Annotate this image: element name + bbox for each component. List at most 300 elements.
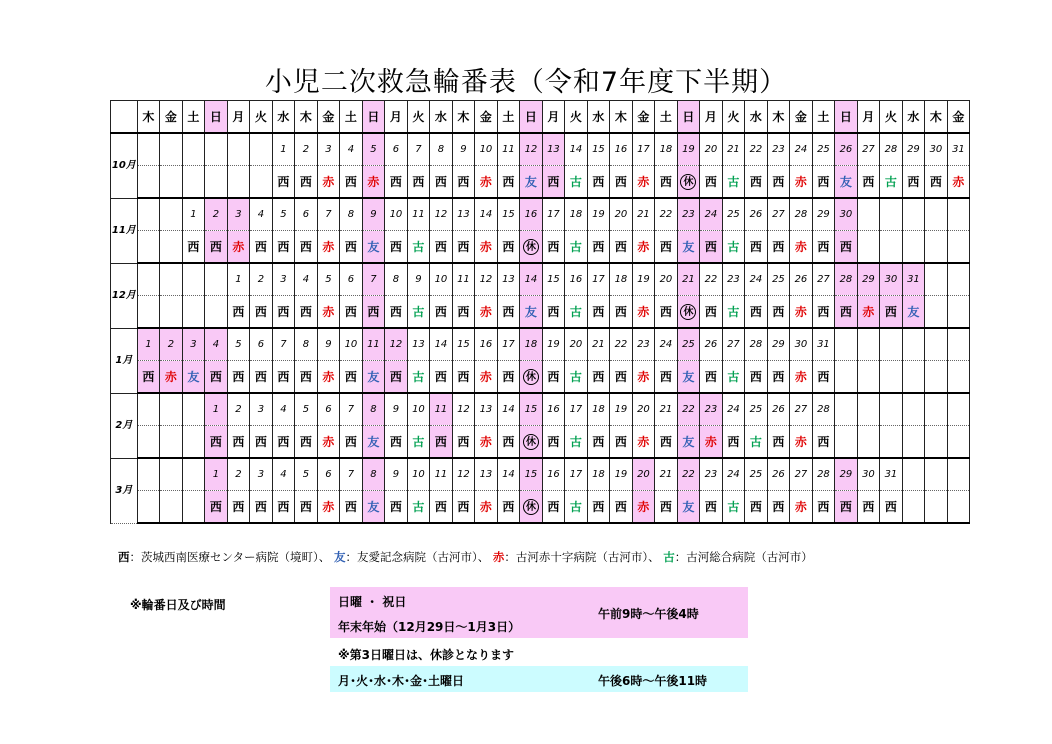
date-cell: 27 (790, 393, 813, 426)
hospital-cell: 西 (250, 296, 273, 329)
date-cell: 9 (362, 198, 385, 231)
hospital-cell: 西 (227, 296, 250, 329)
date-cell: 12 (475, 263, 498, 296)
hospital-cell: 友 (677, 426, 700, 459)
hospital-cell: 古 (565, 491, 588, 524)
date-cell: 4 (205, 328, 228, 361)
month-hospital-row (111, 491, 970, 524)
hospital-cell: 赤 (475, 296, 498, 329)
date-cell: 6 (317, 393, 340, 426)
hospital-cell: 西 (250, 361, 273, 394)
date-cell: 31 (947, 133, 970, 166)
hospital-cell: 西 (385, 426, 408, 459)
date-cell: 5 (295, 458, 318, 491)
date-cell: 28 (880, 133, 903, 166)
hospital-cell: 西 (902, 166, 925, 199)
hospital-cell: 赤 (317, 426, 340, 459)
hospital-cell: 西 (745, 231, 768, 264)
hospital-cell: 西 (745, 491, 768, 524)
hospital-cell: 赤 (857, 296, 880, 329)
date-cell: 18 (610, 263, 633, 296)
date-cell: 2 (160, 328, 183, 361)
hospital-cell: 友 (362, 491, 385, 524)
hospital-cell: 友 (362, 426, 385, 459)
date-cell: 26 (767, 393, 790, 426)
empty-cell (182, 458, 205, 491)
date-cell: 12 (452, 458, 475, 491)
month-date-row (111, 198, 970, 231)
date-cell: 4 (250, 198, 273, 231)
date-cell: 25 (722, 198, 745, 231)
hospital-cell: 西 (182, 231, 205, 264)
hospital-cell: 友 (677, 231, 700, 264)
hospital-cell: 西 (430, 166, 453, 199)
empty-cell (947, 296, 970, 329)
hospital-cell: 西 (925, 166, 948, 199)
empty-cell (160, 133, 183, 166)
date-cell: 21 (632, 198, 655, 231)
hospital-cell: 赤 (700, 426, 723, 459)
empty-cell (182, 296, 205, 329)
empty-cell (947, 458, 970, 491)
date-cell: 29 (767, 328, 790, 361)
hospital-cell: 西 (542, 296, 565, 329)
weekday-header-cell: 月 (227, 101, 250, 134)
date-cell: 11 (452, 263, 475, 296)
hospital-cell: 赤 (475, 231, 498, 264)
date-cell: 3 (317, 133, 340, 166)
empty-cell (182, 263, 205, 296)
empty-cell (835, 328, 858, 361)
weekday-header-cell: 土 (182, 101, 205, 134)
hospital-cell: 古 (407, 491, 430, 524)
empty-cell (902, 328, 925, 361)
hospital-cell (520, 231, 543, 264)
hospital-cell: 西 (542, 491, 565, 524)
date-cell: 9 (385, 458, 408, 491)
weekday-header-cell: 金 (947, 101, 970, 134)
date-cell: 26 (700, 328, 723, 361)
date-cell: 17 (565, 393, 588, 426)
empty-cell (902, 393, 925, 426)
hospital-cell: 西 (452, 426, 475, 459)
date-cell: 9 (317, 328, 340, 361)
date-cell: 24 (700, 198, 723, 231)
weekday-header-cell: 木 (295, 101, 318, 134)
date-cell: 23 (677, 198, 700, 231)
hospital-cell: 西 (587, 296, 610, 329)
hospital-cell: 西 (430, 426, 453, 459)
hospital-cell: 西 (205, 491, 228, 524)
legend-hospital-name: 友愛記念病院（古河市）、 (356, 550, 490, 564)
legend-abbr: 西 (118, 550, 130, 564)
date-cell: 26 (835, 133, 858, 166)
date-cell: 3 (250, 393, 273, 426)
empty-cell (835, 361, 858, 394)
date-cell: 21 (587, 328, 610, 361)
hospital-cell: 古 (407, 231, 430, 264)
hospital-cell: 西 (610, 231, 633, 264)
date-cell: 16 (475, 328, 498, 361)
empty-cell (947, 426, 970, 459)
empty-cell (250, 166, 273, 199)
hospital-cell: 赤 (632, 361, 655, 394)
hospital-cell: 西 (497, 231, 520, 264)
hospital-cell: 西 (655, 361, 678, 394)
hospital-cell: 西 (587, 231, 610, 264)
date-cell: 14 (497, 393, 520, 426)
hospital-cell: 赤 (317, 361, 340, 394)
hospital-cell: 西 (812, 426, 835, 459)
date-cell: 17 (542, 198, 565, 231)
hospital-cell: 友 (362, 231, 385, 264)
date-cell: 5 (227, 328, 250, 361)
empty-cell (835, 393, 858, 426)
hospital-cell: 古 (745, 426, 768, 459)
hospital-cell: 西 (767, 296, 790, 329)
legend-abbr: 赤 (492, 550, 505, 564)
empty-cell (925, 296, 948, 329)
month-date-row (111, 133, 970, 166)
empty-cell (902, 361, 925, 394)
date-cell: 10 (385, 198, 408, 231)
date-cell: 1 (272, 133, 295, 166)
hospital-cell: 西 (250, 231, 273, 264)
date-cell: 5 (272, 198, 295, 231)
date-cell: 21 (722, 133, 745, 166)
hospital-cell: 西 (880, 491, 903, 524)
date-cell: 14 (497, 458, 520, 491)
hospital-cell: 西 (295, 231, 318, 264)
date-cell: 13 (407, 328, 430, 361)
date-cell: 19 (610, 458, 633, 491)
date-cell: 16 (610, 133, 633, 166)
hospital-cell: 赤 (362, 166, 385, 199)
date-cell: 22 (610, 328, 633, 361)
weekday-hours-value: 午後6時～午後11時 (598, 674, 708, 688)
date-cell: 24 (722, 458, 745, 491)
hospital-cell: 赤 (632, 296, 655, 329)
legend-separator: ： (129, 550, 141, 564)
hospital-cell: 友 (677, 491, 700, 524)
legend-separator: ： (345, 550, 357, 564)
hospital-cell: 赤 (227, 231, 250, 264)
hospital-cell: 西 (655, 296, 678, 329)
empty-cell (182, 166, 205, 199)
weekday-header-cell: 土 (812, 101, 835, 134)
date-cell: 15 (542, 263, 565, 296)
empty-cell (880, 361, 903, 394)
date-cell: 31 (902, 263, 925, 296)
hospital-cell: 古 (407, 361, 430, 394)
hospital-cell: 西 (452, 231, 475, 264)
weekday-header-cell: 木 (925, 101, 948, 134)
empty-cell (902, 198, 925, 231)
hospital-cell: 西 (835, 491, 858, 524)
empty-cell (925, 458, 948, 491)
date-cell: 2 (227, 393, 250, 426)
hospital-cell (520, 491, 543, 524)
hospital-cell: 赤 (475, 361, 498, 394)
month-label: 3月 (111, 458, 138, 523)
date-cell: 4 (272, 458, 295, 491)
empty-cell (205, 166, 228, 199)
hospital-cell: 西 (272, 166, 295, 199)
empty-cell (160, 198, 183, 231)
date-cell: 29 (902, 133, 925, 166)
empty-cell (925, 328, 948, 361)
date-cell: 28 (745, 328, 768, 361)
date-cell: 1 (227, 263, 250, 296)
date-cell: 8 (340, 198, 363, 231)
hospital-cell: 赤 (475, 491, 498, 524)
weekday-header-cell: 土 (340, 101, 363, 134)
hospital-cell: 西 (430, 231, 453, 264)
date-cell: 2 (227, 458, 250, 491)
date-cell: 26 (745, 198, 768, 231)
weekday-header-cell: 金 (317, 101, 340, 134)
weekday-header-cell: 日 (520, 101, 543, 134)
hospital-cell: 西 (272, 361, 295, 394)
hospital-cell: 赤 (160, 361, 183, 394)
hospital-cell: 赤 (790, 296, 813, 329)
date-cell: 10 (475, 133, 498, 166)
hospital-cell: 西 (655, 166, 678, 199)
empty-cell (857, 328, 880, 361)
hospital-cell (520, 361, 543, 394)
empty-cell (947, 361, 970, 394)
hospital-cell: 古 (722, 361, 745, 394)
hospital-cell: 西 (610, 296, 633, 329)
date-cell: 6 (295, 198, 318, 231)
empty-cell (947, 198, 970, 231)
empty-cell (925, 263, 948, 296)
empty-cell (947, 328, 970, 361)
month-label: 11月 (111, 198, 138, 263)
date-cell: 20 (700, 133, 723, 166)
empty-cell (137, 491, 160, 524)
month-label: 2月 (111, 393, 138, 458)
date-cell: 6 (340, 263, 363, 296)
hospital-cell: 西 (430, 361, 453, 394)
date-cell: 5 (362, 133, 385, 166)
closed-mark: 休 (680, 174, 696, 190)
weekday-header-cell: 日 (677, 101, 700, 134)
hospital-cell: 友 (182, 361, 205, 394)
date-cell: 29 (812, 198, 835, 231)
date-cell: 25 (767, 263, 790, 296)
legend-abbr: 友 (333, 550, 346, 564)
hospital-cell: 赤 (790, 426, 813, 459)
hospital-cell: 古 (407, 426, 430, 459)
hospital-cell: 赤 (317, 231, 340, 264)
empty-cell (160, 263, 183, 296)
hospital-cell: 西 (700, 231, 723, 264)
third-sunday-note-box (330, 640, 748, 666)
weekday-header-cell: 月 (542, 101, 565, 134)
date-cell: 27 (790, 458, 813, 491)
empty-cell (880, 426, 903, 459)
empty-cell (902, 491, 925, 524)
hospital-cell: 西 (700, 491, 723, 524)
hospital-cell: 友 (835, 166, 858, 199)
hospital-cell: 西 (587, 426, 610, 459)
date-cell: 18 (565, 198, 588, 231)
hospital-legend (118, 549, 813, 565)
empty-cell (857, 198, 880, 231)
date-cell: 3 (227, 198, 250, 231)
empty-cell (137, 263, 160, 296)
hospital-cell: 西 (655, 231, 678, 264)
date-cell: 28 (812, 393, 835, 426)
holiday-hours-box (330, 587, 748, 638)
date-cell: 12 (520, 133, 543, 166)
hospital-cell: 西 (205, 231, 228, 264)
date-cell: 2 (205, 198, 228, 231)
hospital-cell: 西 (722, 426, 745, 459)
month-date-row (111, 458, 970, 491)
month-hospital-row (111, 361, 970, 394)
hospital-cell: 西 (700, 296, 723, 329)
weekday-header-cell: 月 (700, 101, 723, 134)
date-cell: 21 (655, 458, 678, 491)
hospital-cell: 西 (587, 361, 610, 394)
empty-cell (250, 133, 273, 166)
hospital-cell: 西 (767, 166, 790, 199)
date-cell: 17 (587, 263, 610, 296)
hospital-cell (677, 166, 700, 199)
hospital-cell: 西 (767, 426, 790, 459)
hospital-cell: 西 (610, 426, 633, 459)
empty-cell (205, 296, 228, 329)
date-cell: 24 (655, 328, 678, 361)
empty-cell (137, 426, 160, 459)
hospital-cell: 西 (835, 296, 858, 329)
date-cell: 20 (632, 458, 655, 491)
weekday-header-cell: 土 (497, 101, 520, 134)
empty-cell (205, 133, 228, 166)
hospital-cell: 西 (542, 166, 565, 199)
hospital-cell: 西 (542, 426, 565, 459)
hospital-cell: 西 (767, 491, 790, 524)
date-cell: 7 (362, 263, 385, 296)
hospital-cell: 西 (497, 166, 520, 199)
empty-cell (160, 231, 183, 264)
date-cell: 10 (407, 393, 430, 426)
date-cell: 8 (362, 458, 385, 491)
date-cell: 19 (542, 328, 565, 361)
empty-cell (205, 263, 228, 296)
date-cell: 30 (925, 133, 948, 166)
hospital-cell: 赤 (790, 231, 813, 264)
date-cell: 1 (205, 458, 228, 491)
hospital-cell: 西 (430, 296, 453, 329)
date-cell: 28 (790, 198, 813, 231)
hospital-cell: 友 (520, 296, 543, 329)
weekday-header-cell: 木 (610, 101, 633, 134)
empty-cell (925, 426, 948, 459)
weekday-header-cell: 月 (857, 101, 880, 134)
weekday-header-cell: 日 (835, 101, 858, 134)
empty-cell (137, 458, 160, 491)
hospital-cell: 西 (767, 361, 790, 394)
holiday-hours-value: 午前9時～午後4時 (598, 607, 699, 621)
legend-separator: ： (674, 550, 687, 564)
empty-cell (160, 393, 183, 426)
hospital-cell: 西 (812, 491, 835, 524)
date-cell: 4 (272, 393, 295, 426)
hospital-cell: 西 (272, 426, 295, 459)
date-cell: 16 (542, 458, 565, 491)
empty-cell (902, 231, 925, 264)
date-cell: 1 (205, 393, 228, 426)
date-cell: 3 (272, 263, 295, 296)
empty-cell (182, 491, 205, 524)
date-cell: 17 (497, 328, 520, 361)
third-sunday-note: ※第3日曜日は、休診となります (338, 648, 515, 662)
weekday-header-cell: 水 (745, 101, 768, 134)
date-cell: 23 (767, 133, 790, 166)
date-cell: 31 (880, 458, 903, 491)
hospital-cell: 赤 (790, 166, 813, 199)
hospital-cell: 西 (610, 491, 633, 524)
empty-cell (227, 166, 250, 199)
hospital-cell: 西 (700, 361, 723, 394)
empty-cell (880, 393, 903, 426)
date-cell: 23 (722, 263, 745, 296)
hospital-cell: 西 (340, 361, 363, 394)
date-cell: 17 (565, 458, 588, 491)
date-cell: 11 (407, 198, 430, 231)
date-cell: 14 (565, 133, 588, 166)
date-cell: 25 (677, 328, 700, 361)
date-cell: 16 (542, 393, 565, 426)
date-cell: 8 (385, 263, 408, 296)
date-cell: 27 (812, 263, 835, 296)
date-cell: 19 (610, 393, 633, 426)
empty-cell (925, 491, 948, 524)
hospital-cell: 西 (205, 426, 228, 459)
date-cell: 13 (475, 458, 498, 491)
empty-cell (137, 166, 160, 199)
date-cell: 7 (340, 393, 363, 426)
hospital-cell: 古 (722, 231, 745, 264)
date-cell: 15 (497, 198, 520, 231)
date-cell: 8 (430, 133, 453, 166)
date-cell: 20 (565, 328, 588, 361)
month-hospital-row (111, 231, 970, 264)
weekday-header-row (111, 101, 970, 134)
month-date-row (111, 263, 970, 296)
date-cell: 24 (745, 263, 768, 296)
hospital-cell: 西 (587, 166, 610, 199)
hospital-cell (677, 296, 700, 329)
weekday-header-cell: 水 (902, 101, 925, 134)
date-cell: 20 (610, 198, 633, 231)
hospital-cell: 西 (745, 296, 768, 329)
date-cell: 23 (700, 458, 723, 491)
hospital-cell: 赤 (947, 166, 970, 199)
hospital-cell: 赤 (317, 296, 340, 329)
page-title: 小児二次救急輪番表（令和7年度下半期） (264, 67, 788, 98)
hospital-cell: 西 (812, 296, 835, 329)
weekday-header-cell: 木 (452, 101, 475, 134)
hospital-cell: 西 (812, 166, 835, 199)
date-cell: 16 (565, 263, 588, 296)
weekday-header-cell: 火 (250, 101, 273, 134)
empty-cell (880, 328, 903, 361)
hospital-cell: 友 (362, 361, 385, 394)
